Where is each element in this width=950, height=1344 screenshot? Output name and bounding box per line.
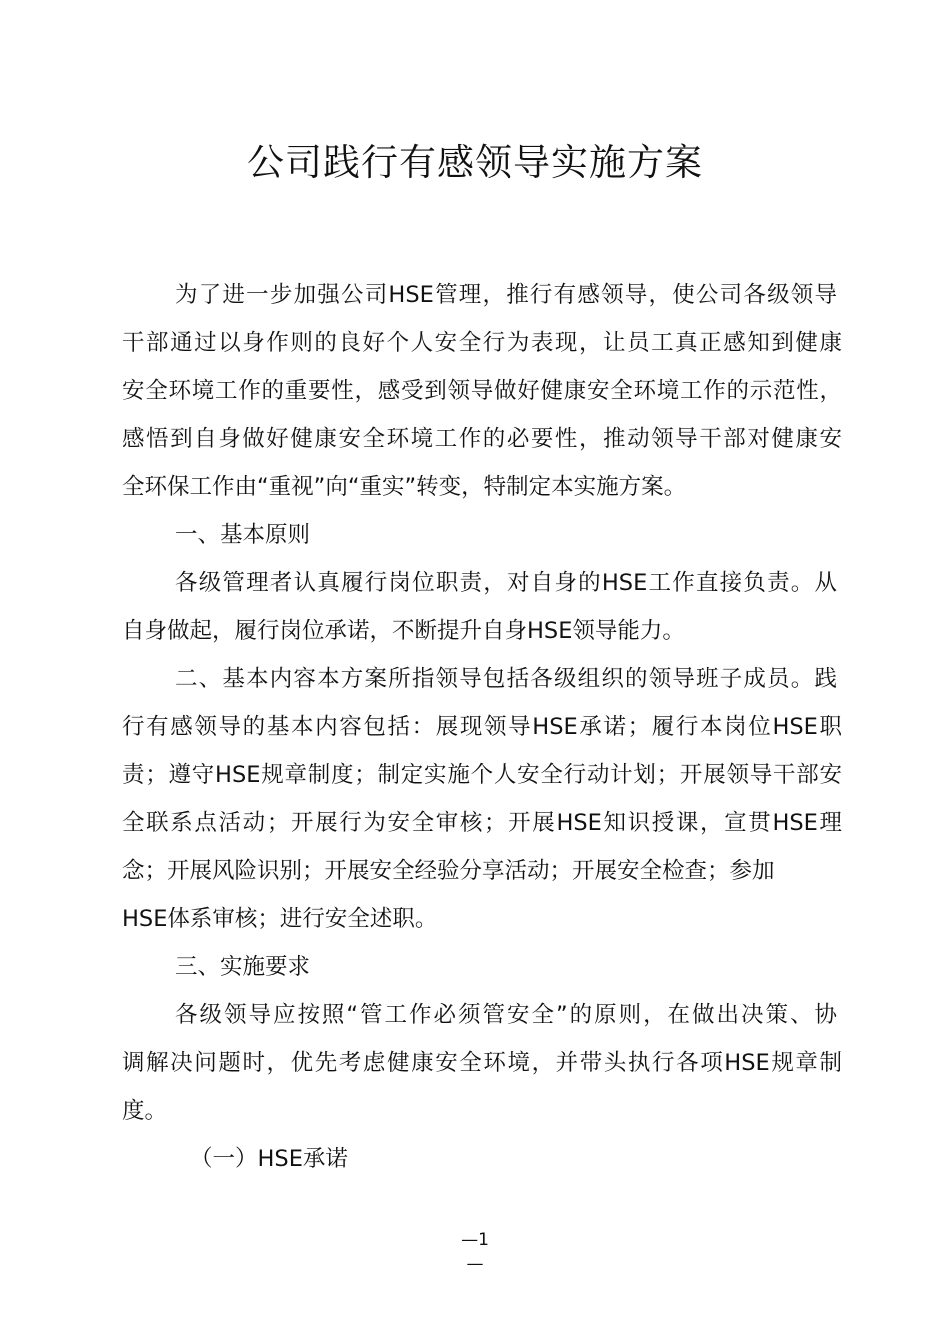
paragraph-line: 安全环境工作的重要性，感受到领导做好健康安全环境工作的示范性， [122, 378, 842, 404]
paragraph-line: 行有感领导的基本内容包括：展现领导HSE承诺；履行本岗位HSE职 [122, 714, 842, 740]
paragraph-line: 责；遵守HSE规章制度；制定实施个人安全行动计划；开展领导干部安 [122, 762, 842, 788]
paragraph-line: 度。 [122, 1098, 168, 1124]
section-heading: 一、基本原则 [175, 522, 311, 548]
section-heading: 三、实施要求 [175, 954, 311, 980]
paragraph-line: 为了进一步加强公司HSE管理，推行有感领导，使公司各级领导 [175, 282, 837, 308]
paragraph-line: 调解决问题时，优先考虑健康安全环境，并带头执行各项HSE规章制 [122, 1050, 842, 1076]
paragraph-line: 各级领导应按照“管工作必须管安全”的原则，在做出决策、协 [175, 1002, 837, 1028]
paragraph-line: 各级管理者认真履行岗位职责，对自身的HSE工作直接负责。从 [175, 570, 837, 596]
page-number: —1 [461, 1230, 489, 1250]
paragraph-line: 感悟到自身做好健康安全环境工作的必要性，推动领导干部对健康安 [122, 426, 842, 452]
page-number-dash: — [466, 1254, 484, 1274]
paragraph-line: HSE体系审核；进行安全述职。 [122, 906, 438, 932]
document-title: 公司践行有感领导实施方案 [247, 141, 703, 184]
paragraph-line: 二、基本内容本方案所指领导包括各级组织的领导班子成员。践 [175, 666, 837, 692]
paragraph-line: 干部通过以身作则的良好个人安全行为表现，让员工真正感知到健康 [122, 330, 842, 356]
paragraph-line: 自身做起，履行岗位承诺，不断提升自身HSE领导能力。 [122, 618, 685, 644]
paragraph-line: 全环保工作由“重视”向“重实”转变，特制定本实施方案。 [122, 474, 687, 500]
paragraph-line: 全联系点活动；开展行为安全审核；开展HSE知识授课，宣贯HSE理 [122, 810, 842, 836]
subsection-heading: （一）HSE承诺 [190, 1146, 348, 1172]
paragraph-line: 念；开展风险识别；开展安全经验分享活动；开展安全检查；参加 [122, 858, 775, 884]
